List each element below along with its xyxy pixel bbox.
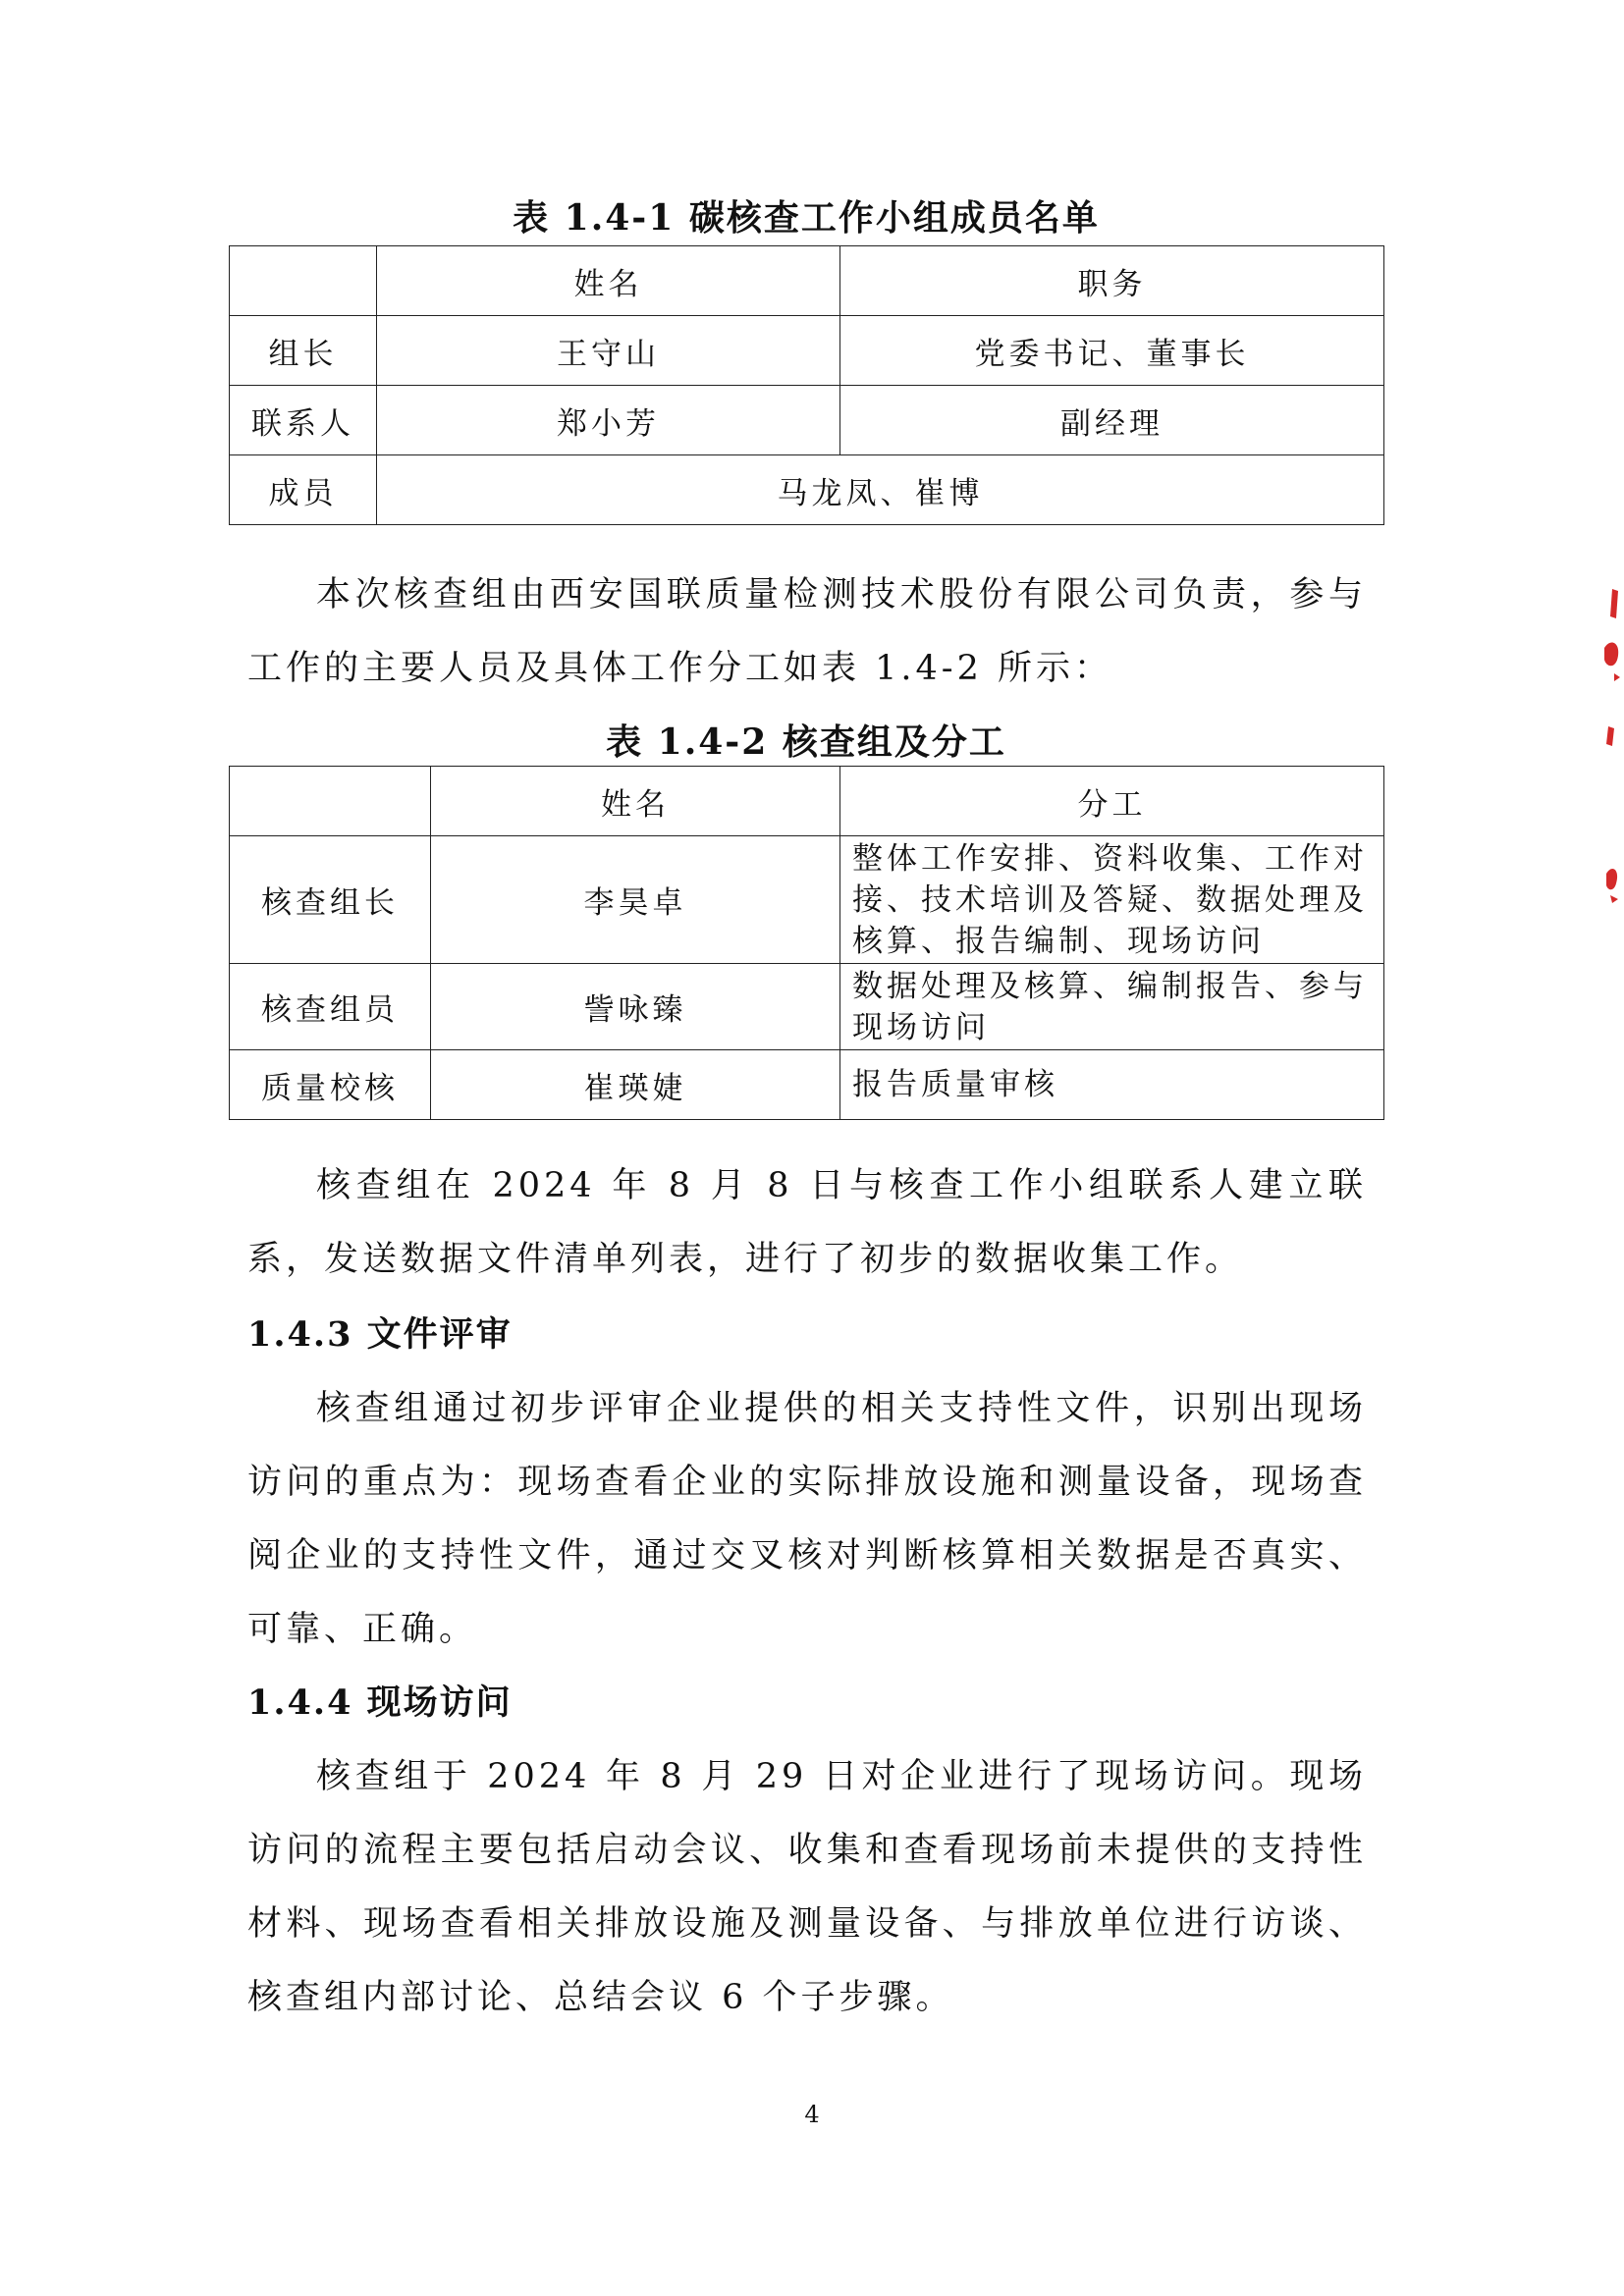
document-review-paragraph: 核查组通过初步评审企业提供的相关支持性文件，识别出现场访问的重点为：现场查看企业的实际排放设施和测量设备，现场查阅企业的支持性文件，通过交叉核对判断核算相关数据是否真实、可靠、正确。 (247, 1389, 1367, 1649)
table1-caption: 表 1.4-1 碳核查工作小组成员名单 (513, 197, 1100, 239)
duty-cell: 报告质量审核 (840, 1050, 1384, 1120)
table-header-row (230, 246, 1384, 316)
name-cell: 崔瑛婕 (431, 1050, 840, 1120)
duty-cell: 数据处理及核算、编制报告、参与现场访问 (840, 964, 1384, 1050)
role-cell: 质量校核 (230, 1050, 431, 1120)
duty-cell: 整体工作安排、资料收集、工作对接、技术培训及答疑、数据处理及核算、报告编制、现场访问 (840, 836, 1384, 964)
name-cell: 郑小芳 (377, 386, 840, 455)
team-members-table (229, 245, 1384, 525)
header-cell-name: 姓名 (377, 246, 840, 316)
table-row (230, 316, 1384, 386)
intro-paragraph: 本次核查组由西安国联质量检测技术股份有限公司负责，参与工作的主要人员及具体工作分工如表 1.4-2 所示： (247, 575, 1367, 688)
table-row (230, 836, 1384, 964)
section-heading-document-review: 1.4.3 文件评审 (247, 1314, 513, 1355)
name-cell: 王守山 (377, 316, 840, 386)
role-cell: 核查组长 (230, 836, 431, 964)
position-cell: 副经理 (840, 386, 1384, 455)
role-cell: 组长 (230, 316, 377, 386)
table-row (230, 455, 1384, 525)
header-cell-empty (230, 767, 431, 836)
page-number: 4 (804, 2101, 820, 2128)
table-row (230, 964, 1384, 1050)
table2-caption: 表 1.4-2 核查组及分工 (606, 721, 1006, 763)
table-row (230, 1050, 1384, 1120)
header-cell-name: 姓名 (431, 767, 840, 836)
site-visit-paragraph: 核查组于 2024 年 8 月 29 日对企业进行了现场访问。现场访问的流程主要包括启动会议、收集和查看现场前未提供的支持性材料、现场查看相关排放设施及测量设备、与排放单位进行访谈、核查组内部讨论、总结会议 6 个子步骤。 (247, 1757, 1367, 2017)
header-cell-duty: 分工 (840, 767, 1384, 836)
role-cell: 核查组员 (230, 964, 431, 1050)
table-row (230, 386, 1384, 455)
header-cell-empty (230, 246, 377, 316)
header-cell-position: 职务 (840, 246, 1384, 316)
role-cell: 联系人 (230, 386, 377, 455)
verification-team-table (229, 766, 1384, 1120)
role-cell: 成员 (230, 455, 377, 525)
name-cell: 李昊卓 (431, 836, 840, 964)
members-cell: 马龙凤、崔博 (377, 455, 1384, 525)
section-heading-site-visit: 1.4.4 现场访问 (247, 1682, 513, 1723)
contact-paragraph: 核查组在 2024 年 8 月 8 日与核查工作小组联系人建立联系，发送数据文件清单列表，进行了初步的数据收集工作。 (247, 1166, 1367, 1279)
name-cell: 訾咏臻 (431, 964, 840, 1050)
table-header-row (230, 767, 1384, 836)
seal-stamp-edge-icon (1595, 579, 1624, 933)
position-cell: 党委书记、董事长 (840, 316, 1384, 386)
